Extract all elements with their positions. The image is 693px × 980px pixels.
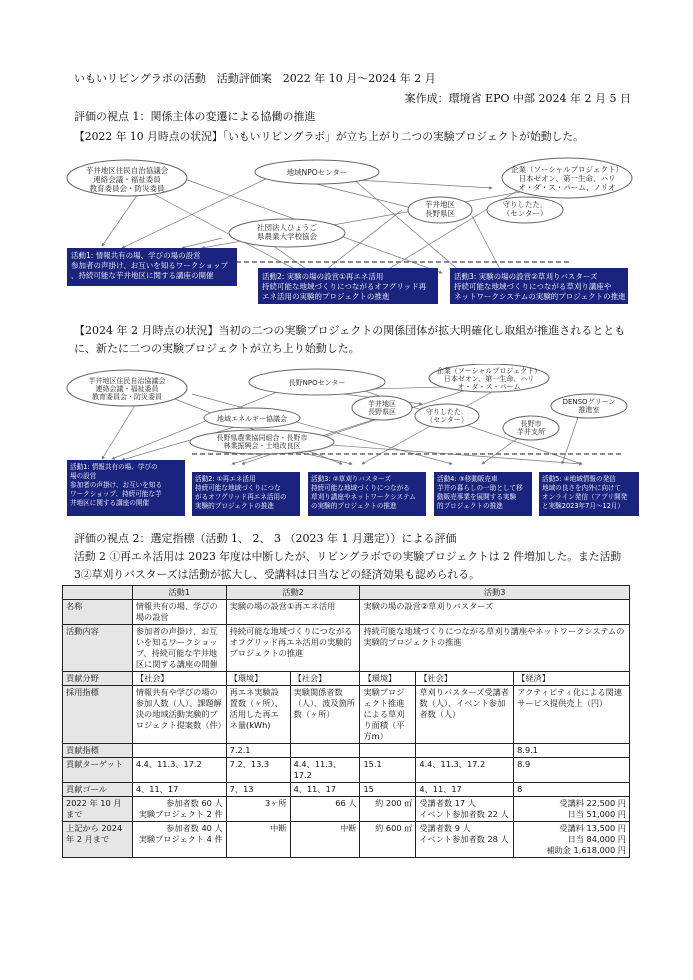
row-label: 貢献ゴール (63, 783, 133, 797)
row-label: 採用指標 (63, 686, 133, 744)
cell: 草刈りバスターズ受講者数（人）、イベント参加者数（人） (416, 686, 514, 744)
viewpoint2-summary: 活動 2 ①再エネ活用は 2023 年度は中断したが、リビングラボでの実験プロジェクトは 2 件増加した。また活動 3②草刈りバスターズは活動が拡大し、受講料は日当などの経済効果も認められる。 (74, 550, 622, 581)
cell: 約 200 ㎡ (360, 797, 416, 822)
cell: 受講料 13,500 円 日当 84,000 円 補助金 1,618,000 円 (514, 822, 630, 858)
cell: 8.9.1 (514, 744, 630, 758)
cell: 7.2、13.3 (226, 758, 290, 783)
cell: 参加者の声掛け、お互いを知るワークショップ、持続可能な芋井地区に関する講座の開催 (132, 625, 226, 672)
svg-text:長野県農業協同組合・長野市林業振興会・土地改良区: 長野県農業協同組合・長野市林業振興会・土地改良区 (216, 434, 308, 450)
cell: 参加者数 40 人 実験プロジェクト 4 件 (132, 822, 226, 858)
cell: 【社会】 (132, 672, 226, 686)
table-row (63, 783, 630, 797)
viewpoint2-heading: 評価の視点 2：選定指標（活動 1、 2、 3 （2023 年 1 月選定））による評価 (74, 532, 457, 545)
table-row (63, 758, 630, 783)
status-2022: 【2022 年 10 月時点の状況】「いもいリビングラボ」が立ち上がり二つの実験プロジェクトが始動した。 (74, 130, 584, 143)
svg-text:守りしたた．（センター）: 守りしたた．（センター） (426, 408, 468, 424)
cell: 8.9 (514, 758, 630, 783)
svg-text:地域エネルギー協議会: 地域エネルギー協議会 (217, 415, 287, 423)
cell: 【環境】 (226, 672, 290, 686)
svg-text:活動3: ②草刈りバスターズ持続可能な地域づくりにつながる草: 活動3: ②草刈りバスターズ持続可能な地域づくりにつながる草刈り講座やネットワークシステムの実験的プロジェクトの推進 (311, 475, 416, 510)
svg-text:活動5: ④地域情報の発信地域の良さを内外に向けてオンライン: 活動5: ④地域情報の発信地域の良さを内外に向けてオンライン発信（アプリ開発と実験2023年7月～12月） (542, 475, 628, 510)
svg-text:芋井地区長野県区: 芋井地区長野県区 (368, 400, 396, 416)
cell: 4.4、11.3、17.2 (416, 758, 514, 783)
activity2-header: 活動2 (226, 586, 360, 600)
row-label: 貢献指標 (63, 744, 133, 758)
cell: 実験の場の設営①再エネ活用 (226, 600, 360, 625)
cell: 中断 (290, 822, 360, 858)
diagram2-nodes (67, 364, 627, 454)
svg-text:活動3: 実験の場の設営②草刈りバスターズ持続可能な地域づく: 活動3: 実験の場の設営②草刈りバスターズ持続可能な地域づくりにつながる草刈り講座やネットワークシステムの実験的プロジェクトの推進 (454, 272, 626, 301)
node-text: 芋井地区住民自治協議会連絡会議・福祉委員教育委員会・防災委員 (85, 166, 169, 193)
cell: 持続可能な地域づくりにつながるオフグリッド再エネ活用の実験的プロジェクトの推進 (226, 625, 360, 672)
row-label: 貢献ターゲット (63, 758, 133, 783)
viewpoint1-heading: 評価の視点 1：関係主体の変遷による協働の推進 (74, 110, 316, 123)
table-header-row (63, 586, 630, 600)
cell: 4、11、17 (132, 783, 226, 797)
svg-text:長野市芋井支所: 長野市芋井支所 (517, 420, 545, 436)
cell: 8 (514, 783, 630, 797)
activity1-header: 活動1 (132, 586, 226, 600)
cell: 受講料 22,500 円 日当 51,000 円 (514, 797, 630, 822)
cell (132, 744, 226, 758)
row-label: 活動内容 (63, 625, 133, 672)
table-row (63, 625, 630, 672)
cell: 実験プロジェクト推進による草刈り面積（平方m） (360, 686, 416, 744)
cell: アクティビティ化による関連サービス提供売上（円） (514, 686, 630, 744)
cell: 受講者数 9 人 イベント参加者数 28 人 (416, 822, 514, 858)
cell: 4、11、17 (290, 783, 360, 797)
row-label: 2022 年 10 月まで (63, 797, 133, 822)
diagram1-activity-boxes (67, 248, 628, 304)
cell: 持続可能な地域づくりにつながる草刈り講座やネットワークシステムの実験的プロジェクトの推進 (360, 625, 630, 672)
cell: 実験の場の設営②草刈りバスターズ (360, 600, 630, 625)
svg-text:活動2: ①再エネ活用持続可能な地域づくりにつながるオフグリ: 活動2: ①再エネ活用持続可能な地域づくりにつながるオフグリッド再エネ活用の実験的プロジェクトの推進 (195, 475, 287, 510)
cell (290, 744, 360, 758)
diagram-2024 (62, 364, 642, 519)
cell: 66 人 (290, 797, 360, 822)
diagram-2022 (62, 148, 642, 313)
svg-text:DENSOグリーン推進室: DENSOグリーン推進室 (562, 398, 616, 414)
cell: 情報共有や学びの場の参加人数（人）、課題解決の地域活動実験的プロジェクト提案数（件） (132, 686, 226, 744)
cell: 【環境】 (360, 672, 416, 686)
cell: 15.1 (360, 758, 416, 783)
cell: 7、13 (226, 783, 290, 797)
table-row (63, 797, 630, 822)
row-label: 貢献分野 (63, 672, 133, 686)
cell: 再エネ実験設置数（ヶ所）、活用した再エネ量(kWh) (226, 686, 290, 744)
table-row (63, 600, 630, 625)
cell: 受講者数 17 人 イベント参加者数 22 人 (416, 797, 514, 822)
cell (416, 744, 514, 758)
cell: 7.2.1 (226, 744, 290, 758)
cell (360, 744, 416, 758)
cell: 【社会】 (290, 672, 360, 686)
svg-text:芋井地区長野県区: 芋井地区長野県区 (425, 200, 455, 218)
cell: 4.4、11.3、17.2 (132, 758, 226, 783)
activity3-header: 活動3 (360, 586, 630, 600)
cell: 【社会】 (416, 672, 514, 686)
cell: 4、11、17 (416, 783, 514, 797)
table-row (63, 686, 630, 744)
table-row (63, 744, 630, 758)
svg-text:社団法人ひょうご県農業大学校協会: 社団法人ひょうご県農業大学校協会 (257, 223, 317, 241)
svg-text:企業（ソーシャルプロジェクト）日本ゼオン、第一生命、ハリオ・: 企業（ソーシャルプロジェクト）日本ゼオン、第一生命、ハリオ・ダ・ス・パーム、ノリオ (510, 165, 624, 192)
cell: 15 (360, 783, 416, 797)
svg-text:長野NPOセンター: 長野NPOセンター (288, 379, 346, 387)
svg-text:守りしたた．（センター）: 守りしたた．（センター） (502, 200, 548, 218)
status-2024: 【2024 年 2 月時点の状況】当初の二つの実験プロジェクトの関係団体が拡大明確化し取組が推進されるとともに、新たに二つの実験プロジェクトが立ち上り始動した。 (74, 324, 626, 355)
cell: 実験関係者数（人）、波及箇所数（ヶ所） (290, 686, 360, 744)
doc-title: いもいリビングラボの活動 活動評価案 2022 年 10 月～2024 年 2 月 (74, 72, 436, 85)
svg-text:活動1: 情報共有の場、学びの場の設営参加者の声掛け、お互い: 活動1: 情報共有の場、学びの場の設営参加者の声掛け、お互いを知るワークショップ、持続可能な芋井地区に関する講座の開催 (70, 463, 163, 507)
cell: 参加者数 60 人 実験プロジェクト 2 件 (132, 797, 226, 822)
cell: 3ヶ所 (226, 797, 290, 822)
svg-text:地域NPOセンター: 地域NPOセンター (286, 168, 348, 177)
evaluation-table (62, 585, 630, 858)
diagram2-activity-boxes (67, 460, 639, 516)
svg-text:活動1: 情報共有の場、学びの場の設営参加者の声掛け、お互い: 活動1: 情報共有の場、学びの場の設営参加者の声掛け、お互いを知るワークショップ、持続可能な芋井地区に関する講座の開催 (71, 251, 229, 280)
svg-text:企業（ソーシャルプロジェクト）日本ゼオン、第一生命、ハリオ・: 企業（ソーシャルプロジェクト）日本ゼオン、第一生命、ハリオ・ダ・ス・パーム (436, 367, 542, 391)
table-row (63, 822, 630, 858)
svg-text:活動2: 実験の場の設営①再エネ活用持続可能な地域づくりにつ: 活動2: 実験の場の設営①再エネ活用持続可能な地域づくりにつながるオフグリッド再エネ活用の実験的プロジェクトの推進 (262, 272, 427, 301)
cell: 約 600 ㎡ (360, 822, 416, 858)
cell: 【経済】 (514, 672, 630, 686)
doc-author: 案作成：環境省 EPO 中部 2024 年 2 月 5 日 (404, 92, 631, 105)
cell: 中断 (226, 822, 290, 858)
cell: 情報共有の場、学びの場の設営 (132, 600, 226, 625)
cell: 4.4、11.3、17.2 (290, 758, 360, 783)
row-label: 上記から 2024 年 2 月まで (63, 822, 133, 858)
table-row (63, 672, 630, 686)
svg-text:芋井地区住民自治協議会連絡会議・福祉委員教育委員会・防災委員: 芋井地区住民自治協議会連絡会議・福祉委員教育委員会・防災委員 (88, 377, 166, 401)
svg-text:活動4: ③移動販売車芋井の暮らしの一助として移動販売事業を: 活動4: ③移動販売車芋井の暮らしの一助として移動販売事業を展開する実験的プロジェクトの推進 (437, 475, 523, 510)
row-label: 名称 (63, 600, 133, 625)
